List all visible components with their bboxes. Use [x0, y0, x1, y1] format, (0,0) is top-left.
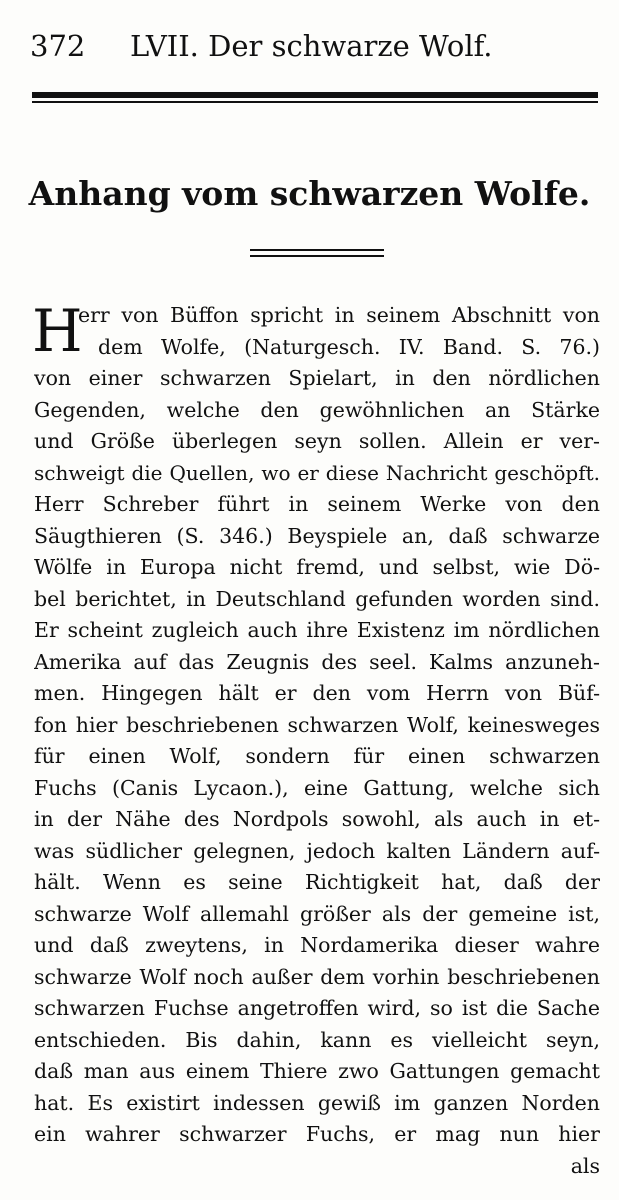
- text-line: dem Wolfe, (Naturgesch. IV. Band. S. 76.): [98, 334, 600, 359]
- text-line: Säugthieren (S. 346.) Beyspiele an, daß schwarze: [34, 523, 600, 548]
- heading-rule-lower: [250, 255, 384, 257]
- text-line: err von Büffon spricht in seinem Abschnitt von: [78, 303, 600, 327]
- text-line: hat. Es existirt indessen gewiß im ganzen Norden: [34, 1090, 600, 1115]
- text-line: hält. Wenn es seine Richtigkeit hat, daß der: [34, 870, 600, 894]
- text-line: in der Nähe des Nordpols sowohl, als auch in et-: [34, 807, 600, 831]
- text-line: entschieden. Bis dahin, kann es vielleicht seyn,: [34, 1027, 600, 1052]
- text-line: bel berichtet, in Deutschland gefunden worden sind.: [34, 586, 600, 611]
- running-title: LVII. Der schwarze Wolf.: [130, 29, 493, 63]
- header-rule-thin: [32, 101, 598, 103]
- text-line: Gegenden, welche den gewöhnlichen an Stärke: [34, 397, 600, 422]
- page-number: 372: [30, 29, 86, 63]
- text-line: Wölfe in Europa nicht fremd, und selbst, wie Dö-: [34, 555, 600, 579]
- section-heading: Anhang vom schwarzen Wolfe.: [28, 174, 591, 213]
- text-line: Er scheint zugleich auch ihre Existenz im nördlichen: [34, 618, 600, 642]
- text-line: Fuchs (Canis Lycaon.), eine Gattung, welche sich: [34, 775, 600, 800]
- text-line: Herr Schreber führt in seinem Werke von den: [34, 492, 600, 516]
- text-line: was südlicher gelegnen, jedoch kalten Ländern auf-: [34, 838, 600, 863]
- text-line: für einen Wolf, sondern für einen schwarzen: [34, 744, 600, 768]
- text-line: schweigt die Quellen, wo er diese Nachricht geschöpft.: [34, 460, 600, 485]
- text-line: ein wahrer schwarzer Fuchs, er mag nun hier: [34, 1122, 600, 1146]
- body-text: [32, 297, 600, 1182]
- text-line: und Größe überlegen seyn sollen. Allein er ver-: [34, 429, 600, 453]
- heading-rule-upper: [250, 249, 384, 251]
- text-line: schwarzen Fuchse angetroffen wird, so ist die Sache: [34, 996, 600, 1020]
- text-line: von einer schwarzen Spielart, in den nördlichen: [34, 366, 600, 390]
- text-line: und daß zweytens, in Nordamerika dieser wahre: [34, 933, 600, 957]
- drop-cap: H: [32, 297, 83, 365]
- text-line: fon hier beschriebenen schwarzen Wolf, keinesweges: [34, 712, 600, 737]
- text-line: schwarze Wolf noch außer dem vorhin beschriebenen: [34, 964, 600, 989]
- running-head: [30, 26, 589, 66]
- catchword: als: [570, 1153, 600, 1178]
- text-line: schwarze Wolf allemahl größer als der gemeine ist,: [34, 901, 600, 926]
- header-rule-thick: [32, 92, 598, 98]
- text-line: Amerika auf das Zeugnis des seel. Kalms anzuneh-: [34, 649, 600, 674]
- text-line: daß man aus einem Thiere zwo Gattungen gemacht: [34, 1059, 600, 1083]
- text-line: men. Hingegen hält er den vom Herrn von Büf-: [34, 681, 600, 705]
